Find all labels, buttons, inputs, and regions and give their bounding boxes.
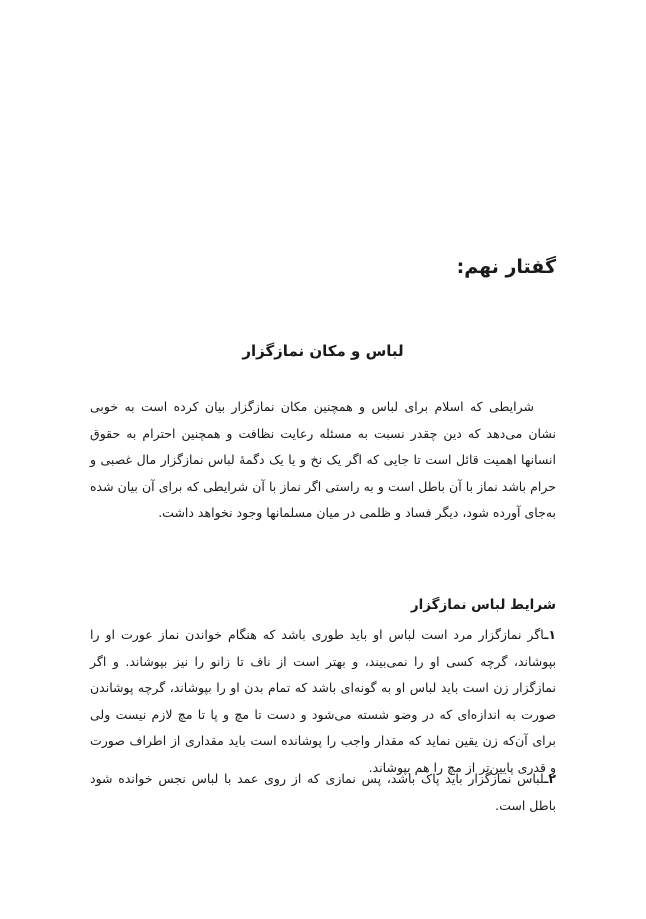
intro-paragraph: شرایطی که اسلام برای لباس و همچنین مکان نمازگزار بیان کرده است به خوبی نشان می‌دهد که دین چقدر نسبت به مسئله رعایت نظافت و همچنین احترام به حقوق انسانها اهمیت قائل است تا جایی که اگر یک نخ و یا یک دگمهٔ لباس نمازگزار مال غصبی و حرام باشد نماز با آن باطل است و به راستی اگر نماز با آن شرایطی که برای آن بیان شده به‌جای آورده شود، دیگر فساد و ظلمی در میان مسلمانها وجود نخواهد داشت. [90,399,556,520]
chapter-title: گفتار نهم: [456,256,556,278]
item-text: لباس نمازگزار باید پاک باشد، پس نمازی که از روی عمد با لباس نجس خوانده شود باطل است. [90,771,556,813]
item-number: ۲ـ [544,771,556,786]
section-title: لباس و مکان نمازگزار [242,342,404,360]
list-item [90,766,556,819]
item-text: اگر نمازگزار مرد است لباس او باید طوری باشد که هنگام خواندن نماز عورت او را بپوشاند، گرچه کسی او را نمی‌بیند، و بهتر است از ناف تا زانو را نیز بپوشاند. و اگر نمازگزار زن است باید لباس او به گونه‌ای باشد که تمام بدن او را بپوشاند، گرچه پوشاندن صورت به اندازه‌ای که در وضو شسته می‌شود و دست تا مچ و پا تا مچ لازم نیست ولی برای آن‌که زن یقین نماید که مقدار واجب را پوشانده است باید مقداری از اطراف صورت و قدری پایین‌تر از مچ را هم بپوشاند. [90,627,556,775]
list-item [90,622,556,781]
subheading-clothing-conditions: شرایط لباس نمازگزار [410,597,556,613]
item-number: ۱ـ [544,627,556,642]
